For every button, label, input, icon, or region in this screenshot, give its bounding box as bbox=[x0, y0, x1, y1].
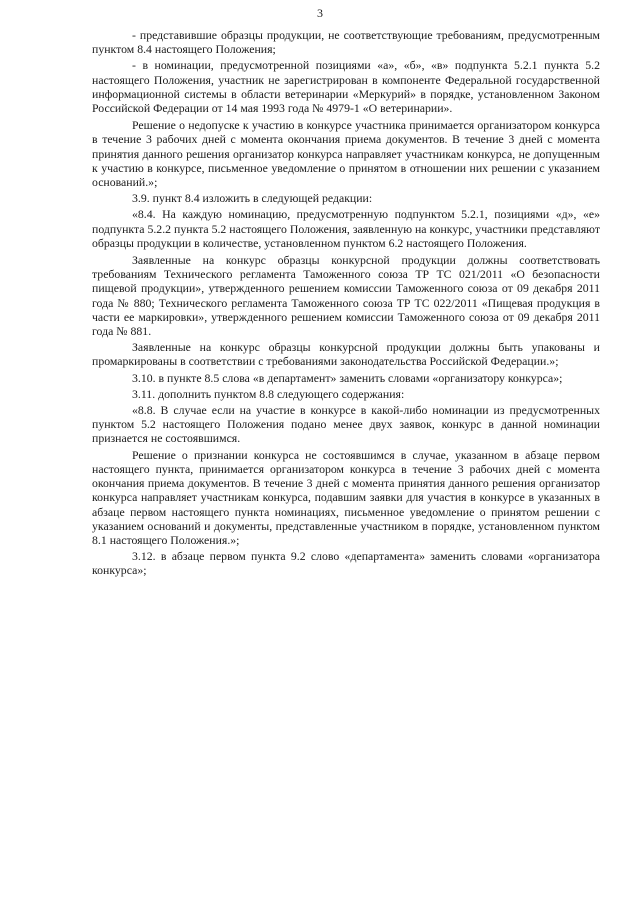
document-body bbox=[92, 28, 600, 580]
paragraph: 3.9. пункт 8.4 изложить в следующей редакции: bbox=[132, 191, 373, 206]
paragraph: «8.8. В случае если на участие в конкурсе в какой-либо номинации из предусмотренных пунктом 5.2 настоящего Положения подано менее двух заявок, конкурс в данной номинации признается не состоявшимся. bbox=[92, 403, 600, 446]
paragraph: 3.11. дополнить пунктом 8.8 следующего содержания: bbox=[132, 386, 405, 401]
paragraph: Решение о недопуске к участию в конкурсе участника принимается организатором конкурса в течение 3 рабочих дней с момента окончания приема документов. В течение 3 дней с момента принятия данного решения организатор конкурса направляет участникам конкурса, не допущенным к участию в конкурсе, письменное уведомление о принятом в отношении них решении с указанием оснований.»; bbox=[92, 118, 600, 190]
paragraph: - в номинации, предусмотренной позициями «а», «б», «в» подпункта 5.2.1 пункта 5.2 настоящего Положения, участник не зарегистрирован в компоненте Федеральной государственной информационной системы в области ветеринарии «Меркурий» в порядке, установленном Законом Российской Федерации от 14 мая 1993 года № 4979-1 «О ветеринарии». bbox=[92, 58, 600, 116]
paragraph: 3.12. в абзаце первом пункта 9.2 слово «департамента» заменить словами «организатора конкурса»; bbox=[92, 549, 600, 578]
paragraph: Решение о признании конкурса не состоявшимся в случае, указанном в абзаце первом настоящего пункта, принимается организатором конкурса в течение 3 рабочих дней с момента окончания приема документов. В течение 3 дней с момента принятия данного решения организатор конкурса направляет участникам конкурса, подавшим заявки для участия в конкурсе в указанных в абзаце первом настоящего пункта номинациях, письменное уведомление о принятом решении с указанием оснований и документы, представленные участником в порядке, установленном пунктом 8.1 настоящего Положения.»; bbox=[92, 447, 600, 547]
paragraph: 3.10. в пункте 8.5 слова «в департамент» заменить словами «организатору конкурса»; bbox=[132, 370, 563, 385]
page-number: 3 bbox=[317, 6, 323, 20]
paragraph: Заявленные на конкурс образцы конкурсной продукции должны быть упакованы и промаркированы в соответствии с требованиями законодательства Российской Федерации.»; bbox=[92, 340, 600, 369]
paragraph: «8.4. На каждую номинацию, предусмотренную подпунктом 5.2.1, позициями «д», «е» подпункта 5.2.2 пункта 5.2 настоящего Положения, заявленную на конкурс, участники представляют образцы продукции в количестве, установленном пунктом 6.2 настоящего Положения. bbox=[92, 207, 600, 250]
paragraph: - представившие образцы продукции, не соответствующие требованиям, предусмотренным пунктом 8.4 настоящего Положения; bbox=[92, 28, 600, 57]
paragraph: Заявленные на конкурс образцы конкурсной продукции должны соответствовать требованиям Технического регламента Таможенного союза ТР ТС 021/2011 «О безопасности пищевой продукции», утвержденного решением комиссии Таможенного союза от 09 декабря 2011 года № 880; Технического регламента Таможенного союза ТР ТС 022/2011 «Пищевая продукция в части ее маркировки», утвержденного решением комиссии Таможенного союза от 09 декабря 2011 года № 881. bbox=[92, 253, 600, 339]
